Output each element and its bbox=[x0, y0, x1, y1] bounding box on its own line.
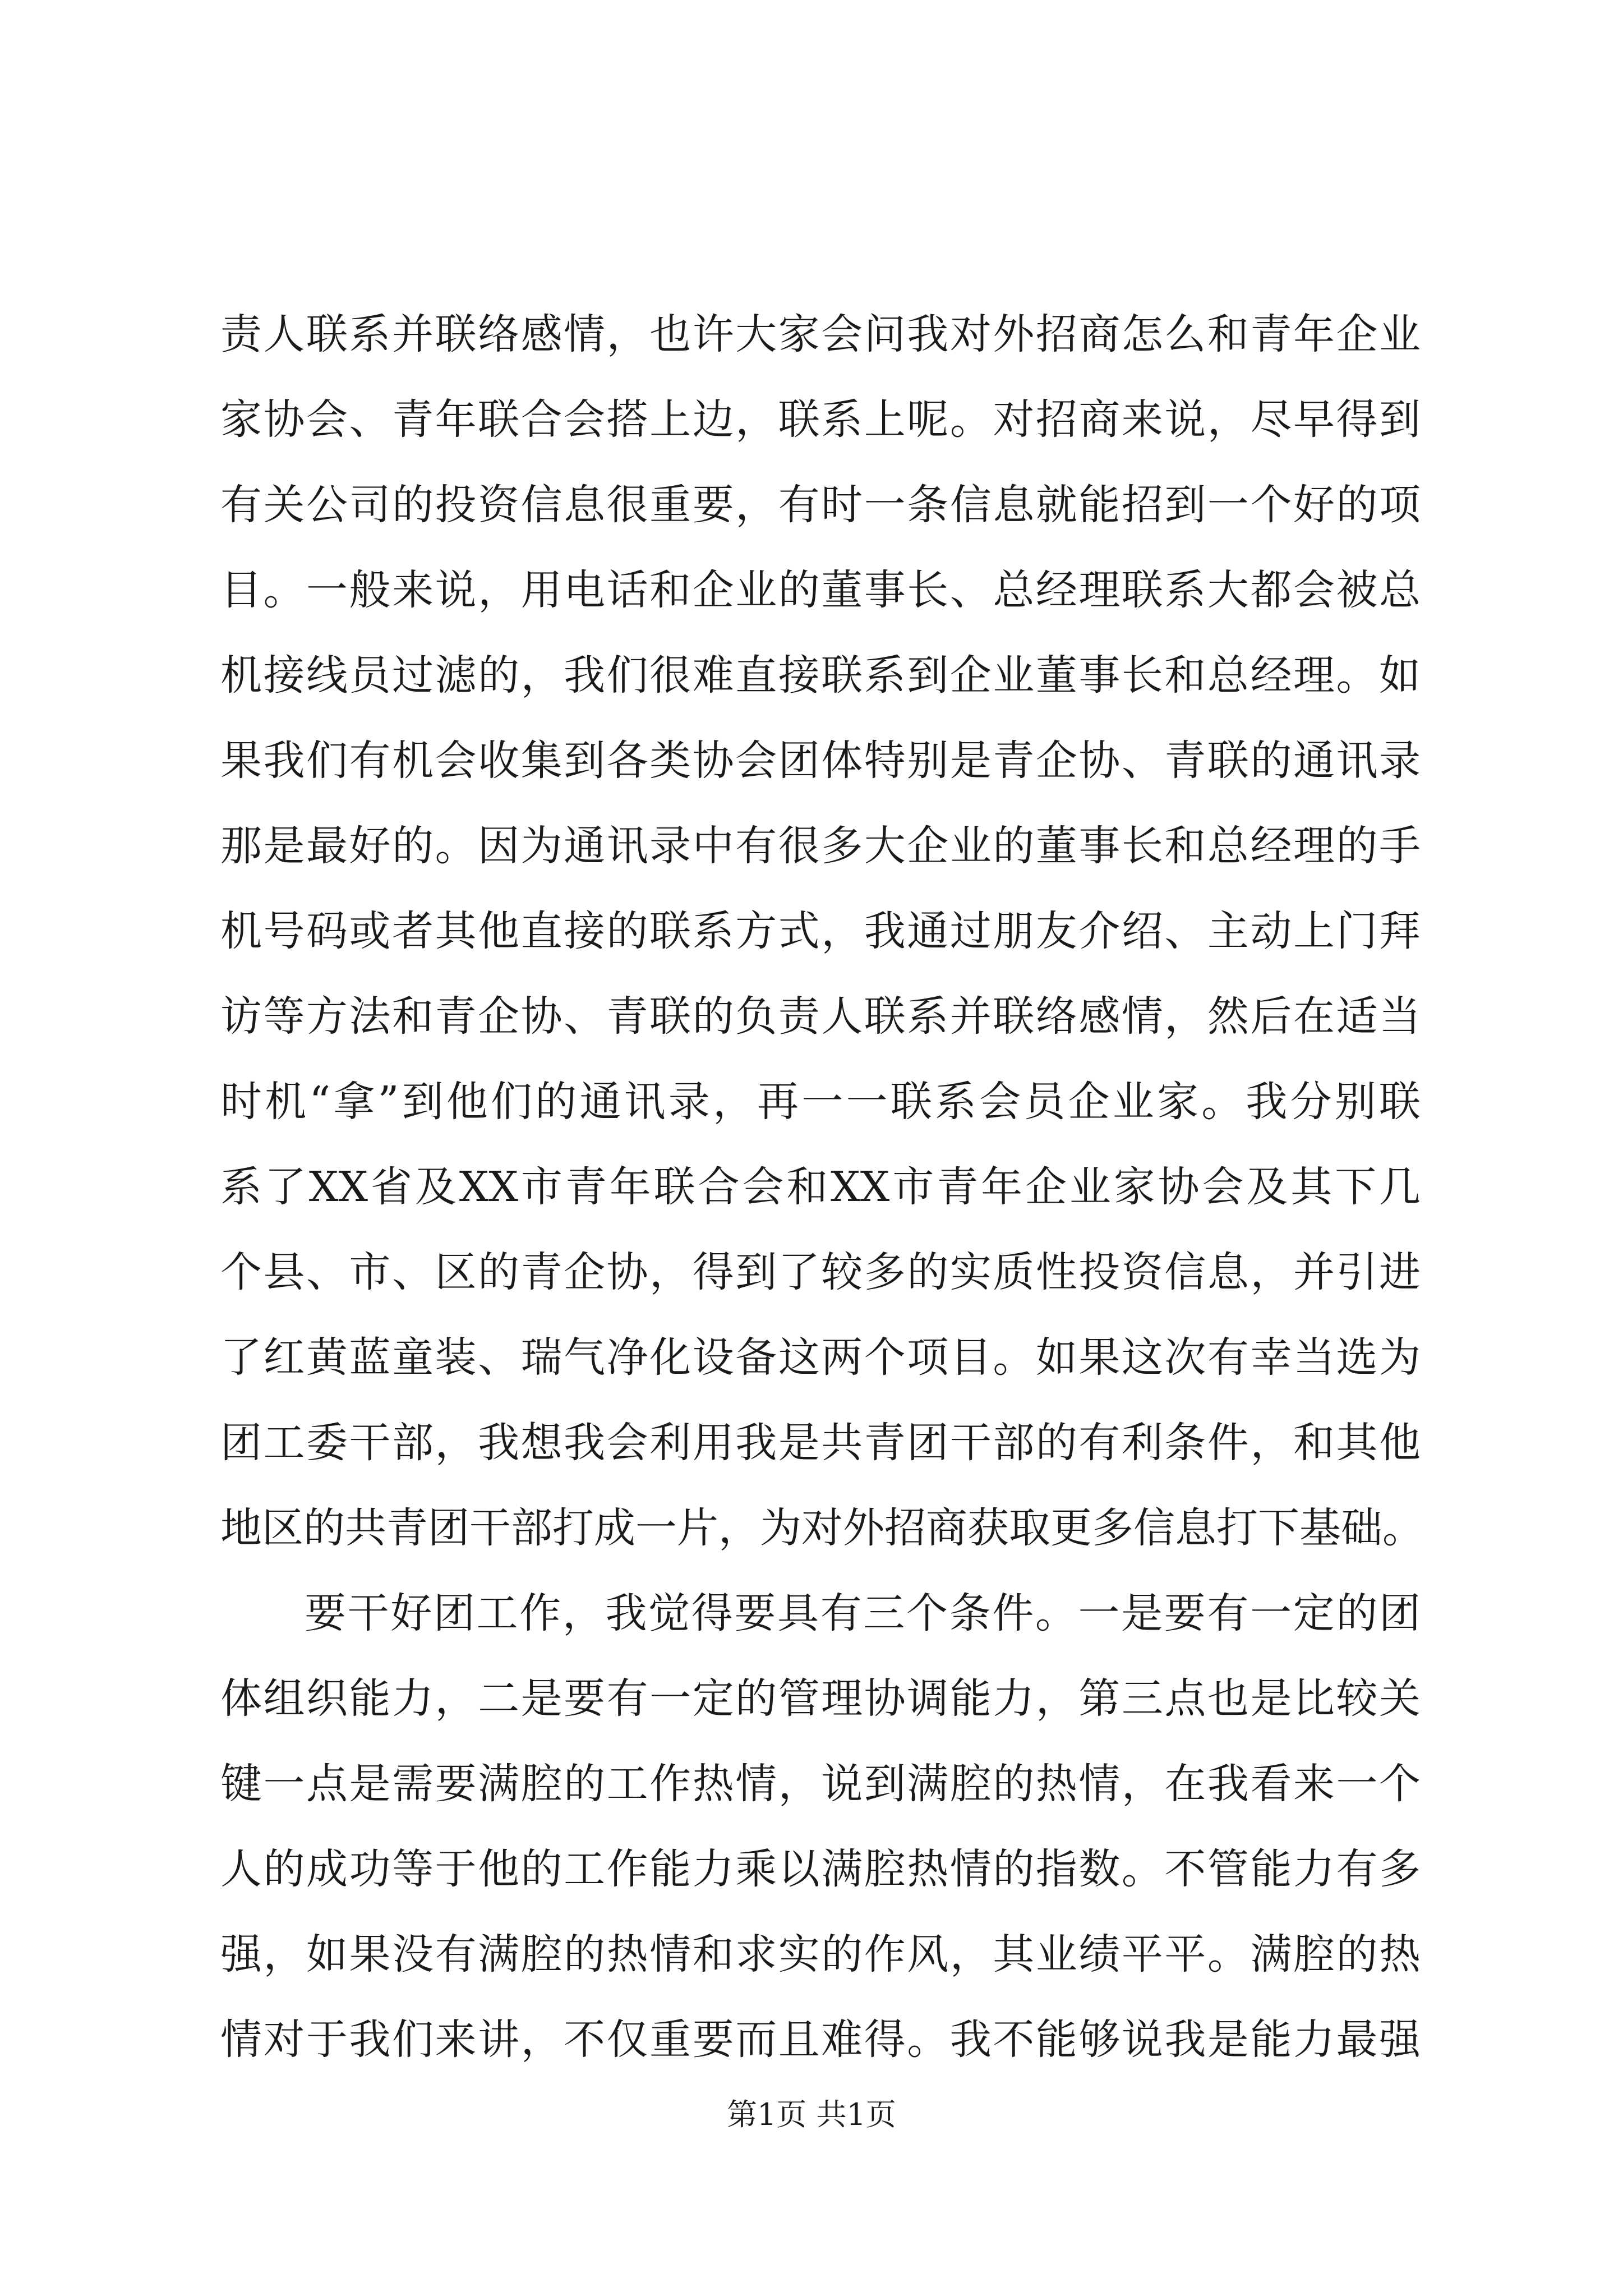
text-line: 有关公司的投资信息很重要，有时一条信息就能招到一个好的项 bbox=[220, 481, 1421, 529]
text-line: 机号码或者其他直接的联系方式，我通过朋友介绍、主动上门拜 bbox=[220, 907, 1421, 955]
text-line: 果我们有机会收集到各类协会团体特别是青企协、青联的通讯录 bbox=[220, 737, 1421, 785]
text-line: 系了XX省及XX市青年联合会和XX市青年企业家协会及其下几 bbox=[220, 1163, 1421, 1211]
text-line: 时机“拿”到他们的通讯录，再一一联系会员企业家。我分别联 bbox=[220, 1078, 1421, 1126]
text-line: 机接线员过滤的，我们很难直接联系到企业董事长和总经理。如 bbox=[220, 651, 1421, 700]
text-line: 责人联系并联络感情，也许大家会问我对外招商怎么和青年企业 bbox=[220, 310, 1421, 358]
text-line: 目。一般来说，用电话和企业的董事长、总经理联系大都会被总 bbox=[220, 566, 1421, 614]
text-line: 地区的共青团干部打成一片，为对外招商获取更多信息打下基础。 bbox=[220, 1504, 1424, 1552]
text-line: 键一点是需要满腔的工作热情，说到满腔的热情，在我看来一个 bbox=[220, 1760, 1421, 1808]
text-line: 团工委干部，我想我会利用我是共青团干部的有利条件，和其他 bbox=[220, 1419, 1421, 1467]
text-line: 强，如果没有满腔的热情和求实的作风，其业绩平平。满腔的热 bbox=[220, 1930, 1421, 1978]
document-body bbox=[220, 292, 1424, 2082]
text-line: 人的成功等于他的工作能力乘以满腔热情的指数。不管能力有多 bbox=[220, 1845, 1421, 1893]
text-line: 了红黄蓝童装、瑞气净化设备这两个项目。如果这次有幸当选为 bbox=[220, 1333, 1421, 1382]
text-line: 个县、市、区的青企协，得到了较多的实质性投资信息，并引进 bbox=[220, 1248, 1421, 1296]
text-line: 情对于我们来讲，不仅重要而且难得。我不能够说我是能力最强 bbox=[220, 2016, 1421, 2064]
paragraph-first-line: 要干好团工作，我觉得要具有三个条件。一是要有一定的团 bbox=[305, 1589, 1421, 1637]
text-line: 那是最好的。因为通讯录中有很多大企业的董事长和总经理的手 bbox=[220, 822, 1421, 870]
page-number-label: 第1页 共1页 bbox=[727, 2097, 896, 2132]
text-line: 访等方法和青企协、青联的负责人联系并联络感情，然后在适当 bbox=[220, 992, 1421, 1041]
text-line: 家协会、青年联合会搭上边，联系上呢。对招商来说，尽早得到 bbox=[220, 395, 1421, 444]
text-line: 体组织能力，二是要有一定的管理协调能力，第三点也是比较关 bbox=[220, 1674, 1421, 1723]
page-footer bbox=[0, 2092, 1623, 2137]
